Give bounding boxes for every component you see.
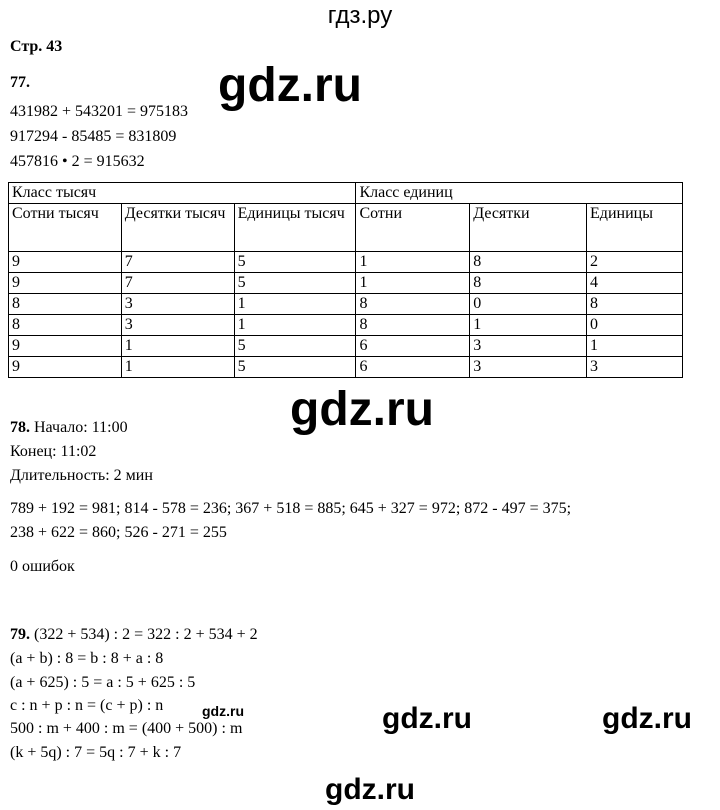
cell: 6 xyxy=(356,336,470,357)
ex78-calc-line-1: 789 + 192 = 981; 814 - 578 = 236; 367 + 518 = 885; 645 + 327 = 972; 872 - 497 = 375; xyxy=(10,500,572,517)
cell: 3 xyxy=(470,336,587,357)
cell: 8 xyxy=(9,315,122,336)
cell: 5 xyxy=(234,357,356,378)
cell: 1 xyxy=(470,315,587,336)
cell: 7 xyxy=(121,273,234,294)
ex78-errors: 0 ошибок xyxy=(10,558,75,575)
cell: 9 xyxy=(9,273,122,294)
cell: 8 xyxy=(587,294,683,315)
col-header: Десятки xyxy=(470,204,587,252)
cell: 5 xyxy=(234,336,356,357)
cell: 7 xyxy=(121,252,234,273)
col-header: Сотни тысяч xyxy=(9,204,122,252)
cell: 2 xyxy=(587,252,683,273)
watermark-2: gdz.ru xyxy=(290,383,434,436)
ex77-line-2: 917294 - 85485 = 831809 xyxy=(10,128,177,145)
cell: 3 xyxy=(470,357,587,378)
ex77-line-3: 457816 • 2 = 915632 xyxy=(10,153,145,170)
watermark-5: gdz.ru xyxy=(325,773,415,806)
cell: 0 xyxy=(470,294,587,315)
cell: 5 xyxy=(234,273,356,294)
table-row xyxy=(9,336,683,357)
watermark-1: gdz.ru xyxy=(218,59,362,112)
ex78-start-text: Начало: 11:00 xyxy=(34,419,128,436)
ex78-start xyxy=(10,417,128,439)
watermark-small: gdz.ru xyxy=(202,703,244,719)
exercise-79-number: 79. xyxy=(10,626,30,643)
ex79-line-1-text: (322 + 534) : 2 = 322 : 2 + 534 + 2 xyxy=(34,626,258,643)
cell: 9 xyxy=(9,336,122,357)
group-header-units: Класс единиц xyxy=(356,183,683,204)
table-row xyxy=(9,252,683,273)
col-header: Сотни xyxy=(356,204,470,252)
ex79-line-1 xyxy=(10,624,258,646)
site-header: гдз.ру xyxy=(327,2,393,29)
ex79-line-5: 500 : m + 400 : m = (400 + 500) : m xyxy=(10,720,243,737)
cell: 8 xyxy=(356,315,470,336)
ex77-line-1: 431982 + 543201 = 975183 xyxy=(10,103,189,120)
cell: 8 xyxy=(470,252,587,273)
ex79-line-6: (k + 5q) : 7 = 5q : 7 + k : 7 xyxy=(10,744,182,761)
cell: 1 xyxy=(121,357,234,378)
cell: 8 xyxy=(470,273,587,294)
ex78-duration: Длительность: 2 мин xyxy=(10,467,153,484)
ex79-line-2: (a + b) : 8 = b : 8 + a : 8 xyxy=(10,650,164,667)
table-row xyxy=(9,273,683,294)
cell: 8 xyxy=(356,294,470,315)
ex78-end: Конец: 11:02 xyxy=(10,443,97,460)
exercise-78-number: 78. xyxy=(10,419,30,436)
cell: 5 xyxy=(234,252,356,273)
table-group-header-row xyxy=(9,183,683,204)
ex79-line-3: (a + 625) : 5 = a : 5 + 625 : 5 xyxy=(10,674,196,691)
cell: 9 xyxy=(9,252,122,273)
table-row xyxy=(9,357,683,378)
cell: 6 xyxy=(356,357,470,378)
cell: 3 xyxy=(121,294,234,315)
table-column-header-row xyxy=(9,204,683,252)
cell: 0 xyxy=(587,315,683,336)
watermark-3: gdz.ru xyxy=(382,702,472,735)
table-row xyxy=(9,315,683,336)
cell: 1 xyxy=(587,336,683,357)
cell: 1 xyxy=(234,315,356,336)
col-header: Десятки тысяч xyxy=(121,204,234,252)
cell: 1 xyxy=(234,294,356,315)
cell: 1 xyxy=(356,252,470,273)
ex79-line-4: c : n + p : n = (c + p) : n xyxy=(10,697,164,714)
cell: 3 xyxy=(587,357,683,378)
col-header: Единицы тысяч xyxy=(234,204,356,252)
cell: 1 xyxy=(356,273,470,294)
table-row xyxy=(9,294,683,315)
cell: 3 xyxy=(121,315,234,336)
cell: 1 xyxy=(121,336,234,357)
exercise-77-number: 77. xyxy=(10,74,30,91)
group-header-thousands: Класс тысяч xyxy=(9,183,356,204)
cell: 9 xyxy=(9,357,122,378)
ex78-calc-line-2: 238 + 622 = 860; 526 - 271 = 255 xyxy=(10,524,227,541)
cell: 4 xyxy=(587,273,683,294)
digits-table xyxy=(8,182,683,378)
watermark-4: gdz.ru xyxy=(602,702,692,735)
page-label: Стр. 43 xyxy=(10,38,63,55)
col-header: Единицы xyxy=(587,204,683,252)
cell: 8 xyxy=(9,294,122,315)
